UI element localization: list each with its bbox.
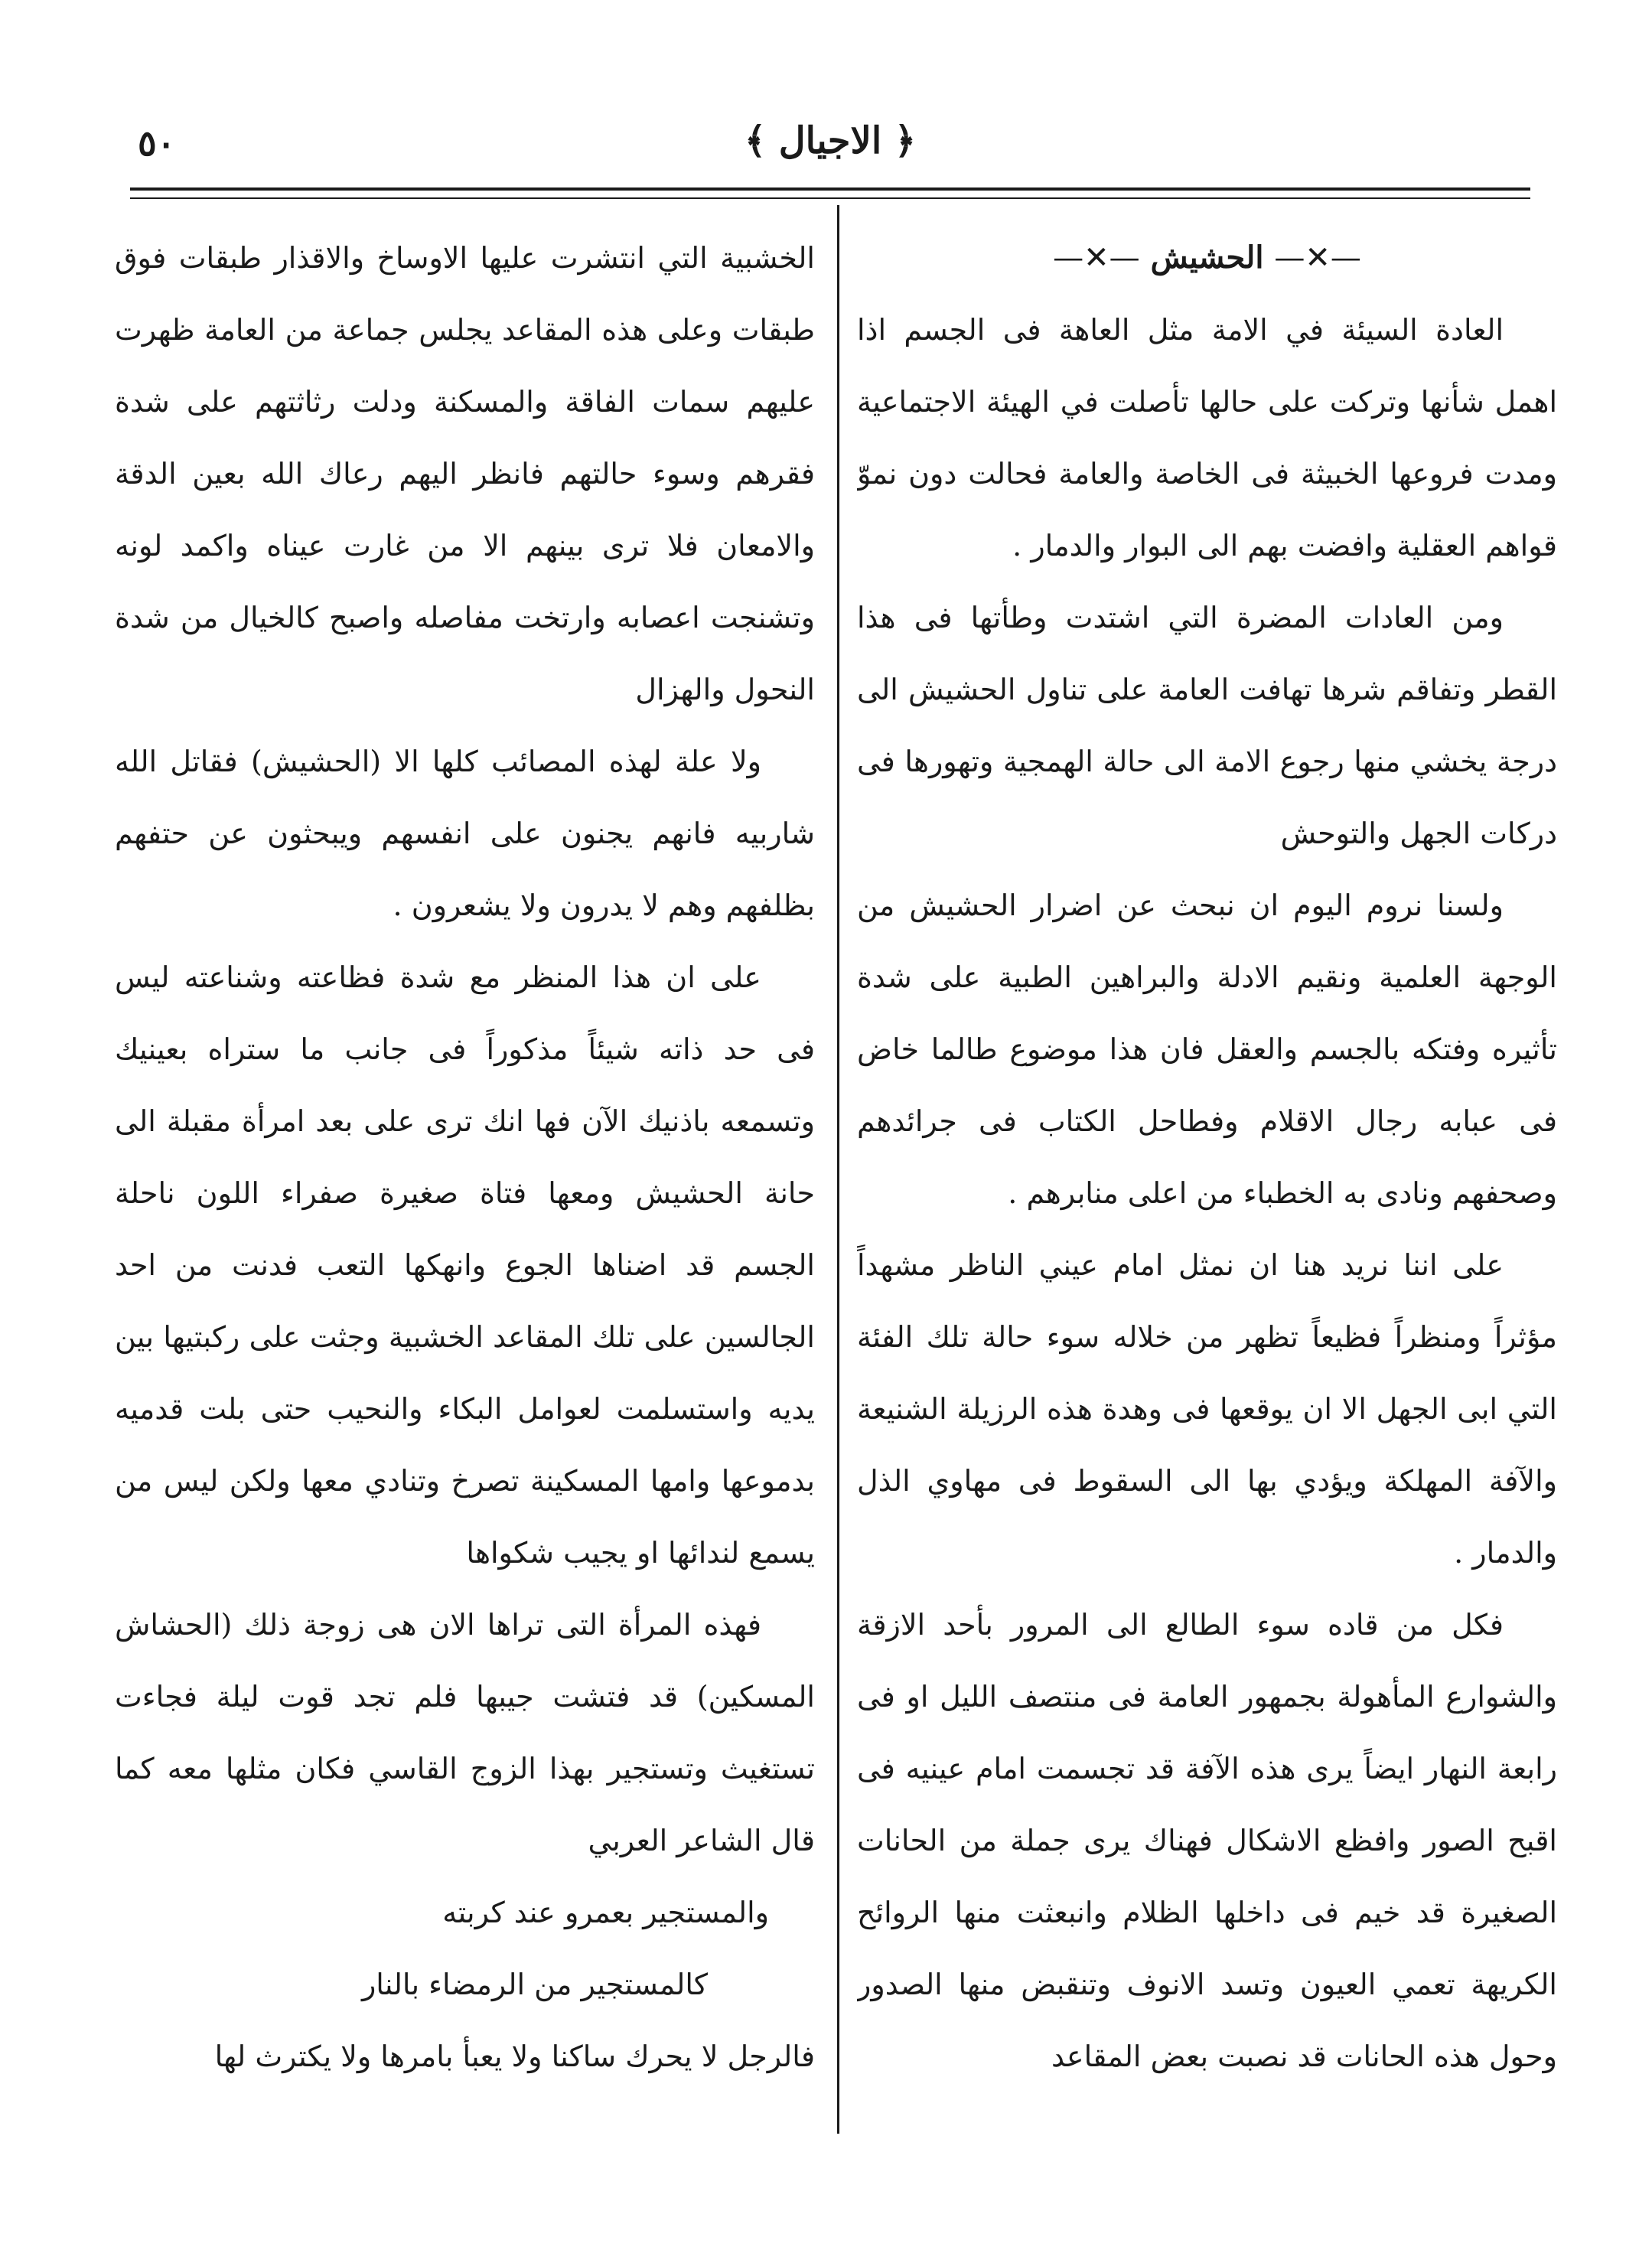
column-divider bbox=[837, 205, 839, 2134]
paragraph: ولسنا نروم اليوم ان نبحث عن اضرار الحشيش من الوجهة العلمية ونقيم الادلة والبراهين الطبية على شدة تأثيره وفتكه بالجسم والعقل فان هذا موضوع طالما خاض فى عبابه رجال الاقلام وفطاحل الكتاب فى جرائدهم وصحفهم ونادى به الخطباء من اعلى منابرهم . bbox=[857, 889, 1557, 1210]
paragraph: على ان هذا المنظر مع شدة فظاعته وشناعته ليس فى حد ذاته شيئاً مذكوراً فى جانب ما ستراه بعينيك وتسمعه باذنيك الآن فها انك ترى على بعد امرأة مقبلة الى حانة الحشيش ومعها فتاة صغيرة صفراء اللون ناحلة الجسم قد اضناها الجوع وانهكها التعب فدنت من احد الجالسين على تلك المقاعد الخشبية وجثت على ركبتيها بين يديه واستسلمت لعوامل البكاء والنحيب حتى بلت قدميه بدموعها وامها المسكينة تصرخ وتنادي معها ولكن ليس من يسمع لندائها او يجيب شكواها bbox=[115, 960, 815, 1570]
paragraph: على اننا نريد هنا ان نمثل امام عيني الناظر مشهداً مؤثراً ومنظراً فظيعاً تظهر من خلاله سوء حالة تلك الفئة التي ابى الجهل الا ان يوقعها فى وهدة هذه الرزيلة الشنيعة والآفة المهلكة ويؤدي بها الى السقوط فى مهاوي الذل والدمار . bbox=[857, 1248, 1557, 1570]
paragraph: ولا علة لهذه المصائب كلها الا (الحشيش) فقاتل الله شاربيه فانهم يجنون على انفسهم ويبحثون عن حتفهم بظلفهم وهم لا يدرون ولا يشعرون . bbox=[115, 745, 815, 922]
paragraph: فهذه المرأة التى تراها الان هى زوجة ذلك (الحشاش المسكين) قد فتشت جيبها فلم تجد قوت ليلة فجاءت تستغيث وتستجير بهذا الزوج القاسي فكان مثلها معه كما قال الشاعر العربي bbox=[115, 1608, 815, 1857]
right-column bbox=[857, 222, 1557, 2151]
page-number: ٥٠ bbox=[138, 122, 176, 164]
paragraph: ومن العادات المضرة التي اشتدت وطأتها فى هذا القطر وتفاقم شرها تهافت العامة على تناول الحشيش الى درجة يخشي منها رجوع الامة الى حالة الهمجية وتهورها فى دركات الجهل والتوحش bbox=[857, 601, 1557, 850]
page-header bbox=[122, 115, 1538, 184]
paragraph: العادة السيئة في الامة مثل العاهة فى الجسم اذا اهمل شأنها وتركت على حالها تأصلت في الهيئة الاجتماعية ومدت فروعها الخبيثة فى الخاصة والعامة فحالت دون نموّ قواهم العقلية وافضت بهم الى البوار والدمار . bbox=[857, 313, 1557, 562]
paragraph: فالرجل لا يحرك ساكنا ولا يعبأ بامرها ولا يكترث لها bbox=[214, 2040, 815, 2073]
verse-line-1: والمستجير بعمرو عند كربته bbox=[442, 1896, 769, 1929]
paragraph: الخشبية التي انتشرت عليها الاوساخ والاقذار طبقات فوق طبقات وعلى هذه المقاعد يجلس جماعة من العامة ظهرت عليهم سمات الفاقة والمسكنة ودلت رثاثتهم على شدة فقرهم وسوء حالتهم فانظر اليهم رعاك الله بعين الدقة والامعان فلا ترى بينهم الا من غارت عيناه واكمد لونه وتشنجت اعصابه وارتخت مفاصله واصبح كالخيال من شدة النحول والهزال bbox=[115, 241, 815, 706]
left-column bbox=[115, 222, 815, 2151]
section-title bbox=[857, 222, 1557, 294]
verse-line-2: كالمستجير من الرمضاء بالنار bbox=[361, 1968, 708, 2001]
header-rule-thin bbox=[130, 197, 1530, 199]
paragraph: فكل من قاده سوء الطالع الى المرور بأحد الازقة والشوارع المأهولة بجمهور العامة فى منتصف الليل او فى رابعة النهار ايضاً يرى هذه الآفة قد تجسمت امام عينيه فى اقبح الصور وافظع الاشكال فهناك يرى جملة من الحانات الصغيرة قد خيم فى داخلها الظلام وانبعثت منها الروائح الكريهة تعمي العيون وتسد الانوف وتنقبض منها الصدور وحول هذه الحانات قد نصبت بعض المقاعد bbox=[857, 1608, 1557, 2073]
title-ornament-left: —✕— bbox=[1274, 240, 1361, 276]
header-rule-thick bbox=[130, 187, 1530, 191]
running-title: ﴿ الاجيال ﴾ bbox=[744, 119, 917, 162]
section-title-text: الحشيش bbox=[1150, 240, 1264, 276]
title-ornament-right: —✕— bbox=[1053, 240, 1140, 276]
